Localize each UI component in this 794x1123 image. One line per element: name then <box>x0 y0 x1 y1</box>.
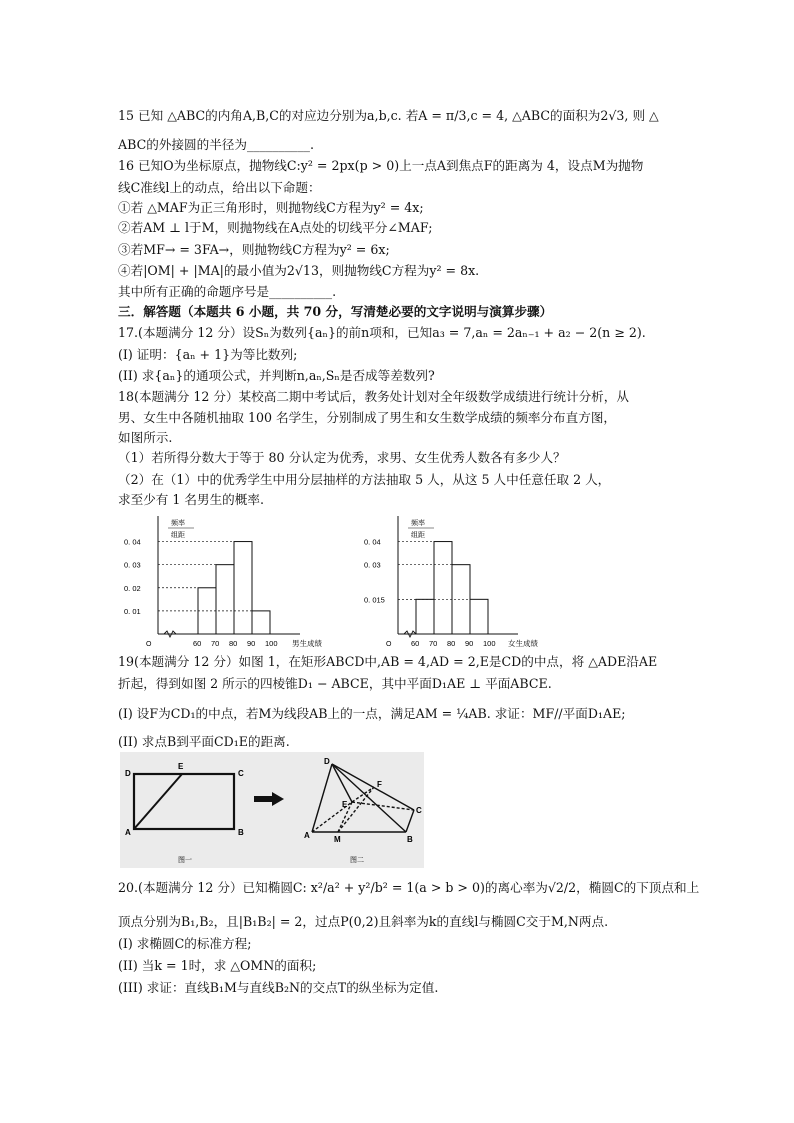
y-tick-label: 0. 015 <box>364 595 385 605</box>
fig2-label-f: F <box>377 780 382 789</box>
x-tick-label: 60 <box>193 639 202 648</box>
y-tick-label: 0. 04 <box>364 537 381 547</box>
x-tick-label: 100 <box>265 639 278 648</box>
q15-line1: 15 已知 △ABC的内角A,B,C的对应边分别为a,b,c. 若A = π/3,c = 4, △ABC的面积为2√3, 则 △ <box>118 108 659 123</box>
histogram-bar <box>252 611 270 634</box>
q18-line2: 男、女生中各随机抽取 100 名学生，分别制成了男生和女生数学成绩的频率分布直方图， <box>118 410 617 425</box>
q16-option2: ②若AM ⊥ l于M，则抛物线在A点处的切线平分∠MAF; <box>118 220 433 235</box>
y-tick-label: 0. 01 <box>124 606 141 616</box>
x-tick-label: 90 <box>465 639 474 648</box>
histogram-bar <box>434 542 452 634</box>
q16-answer-line: 其中所有正确的命题序号是__________. <box>118 284 337 299</box>
ylabel-group-width: 组距 <box>171 532 185 539</box>
x-tick-label: 70 <box>211 639 220 648</box>
q20-part3: (III) 求证：直线B₁M与直线B₂N的交点T的纵坐标为定值. <box>118 980 439 995</box>
q19-part2: (II) 求点B到平面CD₁E的距离. <box>118 734 290 749</box>
y-tick-label: 0. 02 <box>124 583 141 593</box>
origin-label: O <box>146 641 152 648</box>
y-tick-label: 0. 03 <box>364 560 381 570</box>
ylabel-frequency: 频率 <box>411 520 425 527</box>
fig1-label-b: B <box>238 828 244 837</box>
q17-part2: (II) 求{aₙ}的通项公式，并判断n,aₙ,Sₙ是否成等差数列? <box>118 368 435 383</box>
q15-line2: ABC的外接圆的半径为__________. <box>118 137 314 152</box>
q18-part2: （2）在（1）中的优秀学生中用分层抽样的方法抽取 5 人，从这 5 人中任意任取 2 人， <box>118 472 611 487</box>
q20-line1: 20.(本题满分 12 分）已知椭圆C: x²/a² + y²/b² = 1(a > b > 0)的离心率为√2/2，椭圆C的下顶点和上 <box>118 880 700 895</box>
ylabel-frequency: 频率 <box>171 520 185 527</box>
q18-line3: 如图所示. <box>118 430 173 445</box>
q20-part1: (I) 求椭圆C的标准方程; <box>118 936 252 951</box>
origin-label: O <box>386 641 392 648</box>
female-score-histogram <box>360 512 550 652</box>
figure-1-caption: 图一 <box>178 857 192 864</box>
fig1-label-e: E <box>178 762 184 771</box>
x-tick-label: 100 <box>483 639 496 648</box>
q17-part1: (I) 证明：{aₙ + 1}为等比数列; <box>118 347 298 362</box>
figure-background <box>120 752 424 868</box>
x-tick-label: 80 <box>229 639 238 648</box>
x-tick-label: 80 <box>447 639 456 648</box>
geometry-figures <box>120 752 424 868</box>
q19-part1: (I) 设F为CD₁的中点，若M为线段AB上的一点，满足AM = ¼AB. 求证：MF//平面D₁AE; <box>118 706 626 721</box>
histogram-bar <box>416 599 434 634</box>
fig1-label-a: A <box>125 828 131 837</box>
x-tick-label: 70 <box>429 639 438 648</box>
histogram-bar <box>234 542 252 634</box>
male-score-histogram <box>118 512 348 652</box>
x-axis-label: 女生成绩 <box>508 639 538 648</box>
q18-line6: 求至少有 1 名男生的概率. <box>118 492 264 507</box>
fig2-label-b: B <box>407 835 413 844</box>
figure-2-caption: 图二 <box>350 857 364 864</box>
ylabel-group-width: 组距 <box>411 532 425 539</box>
fig2-label-m: M <box>334 835 341 844</box>
section-heading: 三．解答题（本题共 6 小题，共 70 分，写清楚必要的文字说明与演算步骤） <box>118 304 553 319</box>
q18-line1: 18(本题满分 12 分）某校高二期中考试后，教务处计划对全年级数学成绩进行统计分析，从 <box>118 389 629 404</box>
x-tick-label: 60 <box>411 639 420 648</box>
fig1-label-c: C <box>238 769 244 778</box>
fig2-label-c: C <box>416 806 422 815</box>
q16-line2: 线C准线l上的动点，给出以下命题： <box>118 180 321 195</box>
q19-line2: 折起，得到如图 2 所示的四棱锥D₁ − ABCE，其中平面D₁AE ⊥ 平面ABCE. <box>118 676 552 691</box>
q20-line2: 顶点分别为B₁,B₂，且|B₁B₂| = 2，过点P(0,2)且斜率为k的直线l与椭圆C交于M,N两点. <box>118 914 609 929</box>
x-axis-label: 男生成绩 <box>292 639 322 648</box>
q19-line1: 19(本题满分 12 分）如图 1，在矩形ABCD中,AB = 4,AD = 2,E是CD的中点，将 △ADE沿AE <box>118 654 658 669</box>
q20-part2: (II) 当k = 1时，求 △OMN的面积; <box>118 958 317 973</box>
y-tick-label: 0. 03 <box>124 560 141 570</box>
q16-line1: 16 已知O为坐标原点，抛物线C:y² = 2px(p > 0)上一点A到焦点F的距离为 4，设点M为抛物 <box>118 158 644 173</box>
q18-part1: （1）若所得分数大于等于 80 分认定为优秀，求男、女生优秀人数各有多少人？ <box>118 450 566 465</box>
y-tick-label: 0. 04 <box>124 537 141 547</box>
fig1-label-d: D <box>125 769 131 778</box>
histogram-bar <box>470 599 488 634</box>
histogram-bar <box>216 565 234 634</box>
fig2-label-a: A <box>304 831 310 840</box>
fig2-label-d: D <box>324 757 330 766</box>
q16-option1: ①若 △MAF为正三角形时，则抛物线C方程为y² = 4x; <box>118 200 424 215</box>
q17-line1: 17.(本题满分 12 分）设Sₙ为数列{aₙ}的前n项和，已知a₃ = 7,aₙ = 2aₙ₋₁ + a₂ − 2(n ≥ 2). <box>118 325 646 340</box>
q16-option3: ③若MF→ = 3FA→，则抛物线C方程为y² = 6x; <box>118 242 390 257</box>
fig2-label-e: E <box>342 800 348 809</box>
x-tick-label: 90 <box>247 639 256 648</box>
q16-option4: ④若|OM| + |MA|的最小值为2√13，则抛物线C方程为y² = 8x. <box>118 263 480 278</box>
